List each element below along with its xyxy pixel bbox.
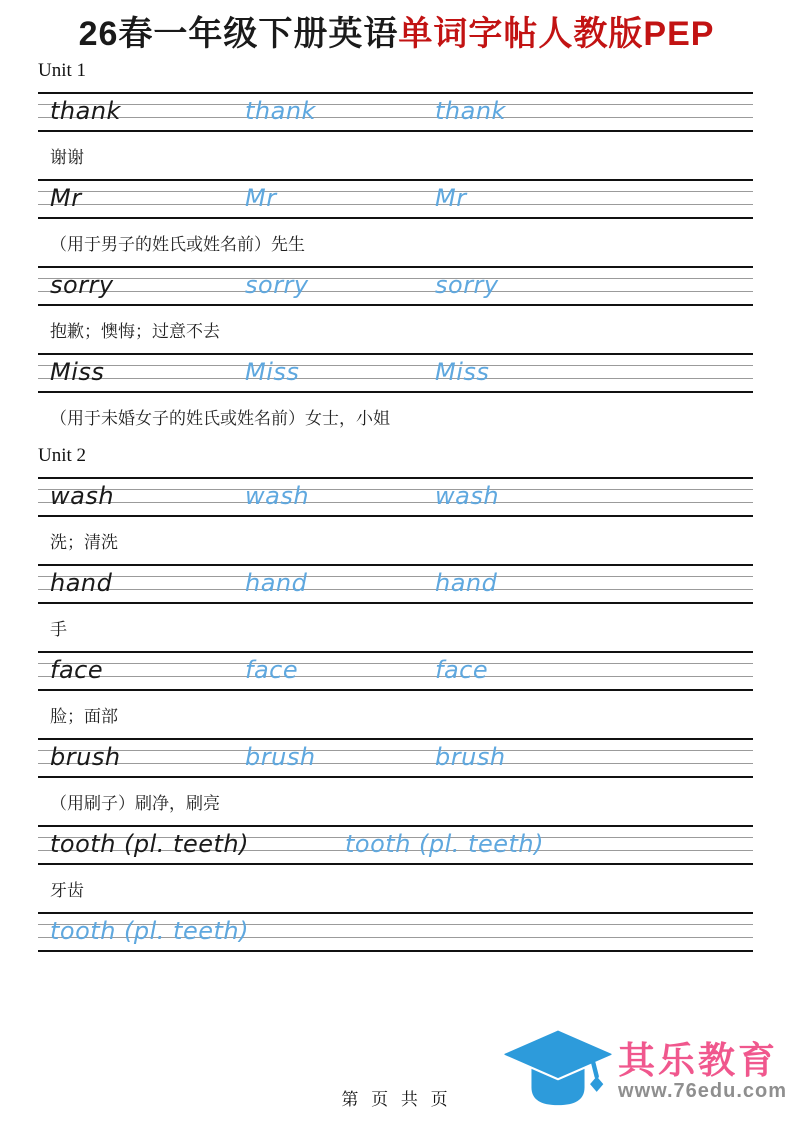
word-trace-text: face <box>435 655 489 684</box>
word-trace-text: thank <box>245 96 316 125</box>
handwriting-guide-lines <box>38 353 753 393</box>
guide-line <box>38 191 753 192</box>
extra-practice-row <box>38 912 753 952</box>
guide-line <box>38 912 753 914</box>
guide-line <box>38 378 753 379</box>
word-practice-row <box>38 353 753 440</box>
word-meaning: （用刷子）刷净，刷亮 <box>50 793 220 813</box>
word-trace-text: wash <box>435 481 500 510</box>
word-practice-row <box>38 825 753 912</box>
unit-label: Unit 2 <box>38 444 87 466</box>
word-trace-text: face <box>245 655 299 684</box>
word-text: hand <box>50 568 113 597</box>
guide-line <box>38 863 753 865</box>
guide-line <box>38 304 753 306</box>
brand-text-block <box>618 1039 787 1103</box>
word-practice-row <box>38 92 753 179</box>
guide-line <box>38 92 753 94</box>
handwriting-guide-lines <box>38 92 753 132</box>
word-text: thank <box>50 96 121 125</box>
guide-line <box>38 204 753 205</box>
handwriting-guide-lines <box>38 266 753 306</box>
guide-line <box>38 391 753 393</box>
guide-line <box>38 278 753 279</box>
word-meaning: 谢谢 <box>50 147 84 167</box>
brand-logo <box>502 1030 787 1114</box>
word-trace-text: hand <box>245 568 308 597</box>
unit-label: Unit 1 <box>38 59 87 81</box>
guide-line <box>38 217 753 219</box>
guide-line <box>38 676 753 677</box>
guide-line <box>38 117 753 118</box>
page-number-footer: 第 页 共 页 <box>341 1090 452 1109</box>
word-text: wash <box>50 481 115 510</box>
word-trace-text: wash <box>245 481 310 510</box>
word-practice-row <box>38 266 753 353</box>
guide-line <box>38 825 753 827</box>
guide-line <box>38 651 753 653</box>
brand-name: 其乐教育 <box>618 1039 779 1081</box>
word-practice-row <box>38 564 753 651</box>
page-title <box>0 14 793 55</box>
word-text: sorry <box>50 270 114 299</box>
guide-line <box>38 502 753 503</box>
title-highlight: 单词字帖人教版PEP <box>398 15 715 53</box>
title-main: 26春一年级下册英语 <box>78 15 399 53</box>
guide-line <box>38 663 753 664</box>
guide-line <box>38 353 753 355</box>
word-trace-text: Mr <box>245 183 277 212</box>
guide-line <box>38 738 753 740</box>
word-practice-row <box>38 738 753 825</box>
guide-line <box>38 266 753 268</box>
guide-line <box>38 689 753 691</box>
word-meaning: 抱歉；懊悔；过意不去 <box>50 321 220 341</box>
word-practice-row <box>38 651 753 738</box>
guide-line <box>38 515 753 517</box>
guide-line <box>38 489 753 490</box>
word-trace-text: sorry <box>245 270 309 299</box>
word-meaning: （用于未婚女子的姓氏或姓名前）女士，小姐 <box>50 408 390 428</box>
guide-line <box>38 602 753 604</box>
handwriting-guide-lines <box>38 825 753 865</box>
word-trace-text: Mr <box>435 183 467 212</box>
guide-line <box>38 104 753 105</box>
word-trace-text: hand <box>435 568 498 597</box>
guide-line <box>38 564 753 566</box>
handwriting-guide-lines <box>38 564 753 604</box>
guide-line <box>38 179 753 181</box>
guide-line <box>38 763 753 764</box>
guide-line <box>38 130 753 132</box>
worksheet-content <box>38 61 753 952</box>
word-text: Miss <box>50 357 105 386</box>
word-trace-text: tooth (pl. teeth) <box>50 916 249 945</box>
brand-url: www.76edu.com <box>618 1080 787 1103</box>
word-trace-text: brush <box>245 742 316 771</box>
word-meaning: 脸；面部 <box>50 706 118 726</box>
word-meaning: 洗；清洗 <box>50 532 118 552</box>
word-trace-text: tooth (pl. teeth) <box>345 829 544 858</box>
handwriting-guide-lines <box>38 738 753 778</box>
word-trace-text: Miss <box>245 357 300 386</box>
graduation-cap-icon <box>502 1030 614 1114</box>
guide-line <box>38 477 753 479</box>
word-text: brush <box>50 742 121 771</box>
guide-line <box>38 950 753 952</box>
handwriting-guide-lines <box>38 912 753 952</box>
word-trace-text: sorry <box>435 270 499 299</box>
word-text: Mr <box>50 183 82 212</box>
word-trace-text: brush <box>435 742 506 771</box>
guide-line <box>38 365 753 366</box>
word-trace-text: thank <box>435 96 506 125</box>
word-trace-text: Miss <box>435 357 490 386</box>
word-practice-row <box>38 179 753 266</box>
word-text: face <box>50 655 104 684</box>
handwriting-guide-lines <box>38 477 753 517</box>
guide-line <box>38 589 753 590</box>
handwriting-guide-lines <box>38 179 753 219</box>
handwriting-guide-lines <box>38 651 753 691</box>
word-text: tooth (pl. teeth) <box>50 829 249 858</box>
word-meaning: 手 <box>50 619 67 639</box>
word-meaning: （用于男子的姓氏或姓名前）先生 <box>50 234 305 254</box>
guide-line <box>38 291 753 292</box>
word-practice-row <box>38 477 753 564</box>
guide-line <box>38 776 753 778</box>
word-meaning: 牙齿 <box>50 880 84 900</box>
guide-line <box>38 576 753 577</box>
guide-line <box>38 750 753 751</box>
